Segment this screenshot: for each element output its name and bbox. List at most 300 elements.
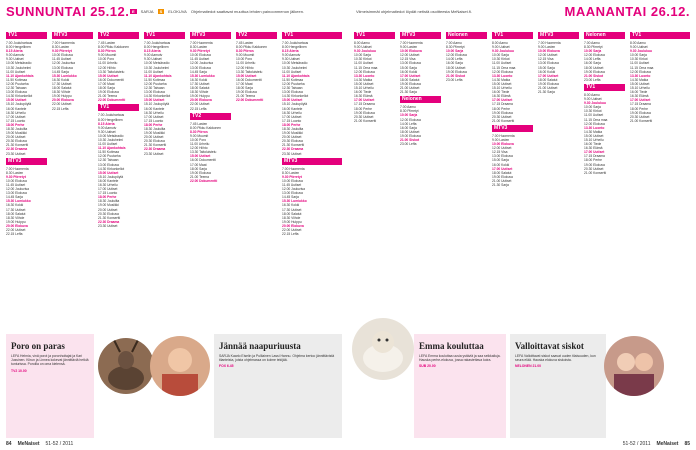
program-line: 12.00 Jouluvisa	[6, 187, 29, 192]
program-line: 21.00 Uutiset	[400, 86, 420, 91]
program-line: 13.00 Elokuva	[282, 90, 303, 95]
program-line: 16.00 Kokki	[400, 69, 418, 74]
program-line: 14.00 Leffa	[400, 121, 417, 126]
program-line: 19.00 Elokuva	[584, 162, 605, 167]
program-line: 16.00 Tiede	[354, 90, 372, 95]
program-line: 18.00 Salatut	[190, 86, 210, 91]
program-line: 8.00 Aamu	[354, 41, 370, 45]
program-line: 20.00 Uutiset	[98, 207, 118, 212]
program-line: 10.00 Metsäradio	[6, 61, 32, 66]
program-line: 8.00 Aamu	[492, 41, 508, 45]
day-title-left: SUNNUNTAI 25.12.	[6, 4, 130, 19]
program-line: 18.00 Perhe	[630, 106, 648, 111]
channel-header: Nelonen	[584, 32, 625, 39]
program-line: 11.00 Urheilu	[98, 61, 118, 66]
program-line: 10.30 Jouluhelmi	[144, 65, 169, 70]
program-line: 17.15 Draama	[492, 102, 513, 107]
program-line: 10.00 Sarja	[492, 53, 509, 58]
program-line: 15.10 Joulupöytä	[98, 174, 124, 179]
program-line: 8.30 Lasten	[190, 45, 208, 50]
program-line: 12.00 Elokuva	[446, 53, 467, 58]
program-line: 7.00 Huomenta	[52, 41, 75, 45]
program-line: 17.00 Uutiset	[492, 166, 513, 171]
schedule-column	[282, 30, 342, 330]
program-line: 12.00 Jouluvisa	[282, 187, 305, 192]
channel-header: TV1	[630, 32, 690, 39]
program-line: 17.15 Luonto	[282, 118, 302, 123]
program-line: 13.00 Elokuva	[144, 90, 165, 95]
legend-right	[356, 9, 472, 14]
program-line: 15.10 Joulupöytä	[282, 102, 308, 107]
program-line: 19.00 Musiikki	[144, 131, 165, 136]
program-line: 22.15 Leffa	[52, 106, 69, 111]
program-line: 9.00 Aamutv	[144, 53, 163, 58]
program-line: 21.30 Sarja	[538, 90, 555, 95]
feature-text: LEFA Helmia, vinä porot ja poronhoitajat ja Kari Jussinen. Kiirun ja Linnea kokevat jännittäviä hetkiä tunturissa. Poroilla on oma kielensä.	[11, 354, 89, 367]
program-line: 22.30 Draama	[98, 219, 120, 224]
program-line: 10.00 Metsäradio	[282, 61, 308, 66]
program-line: 14.30 Kirkonkellot	[98, 166, 125, 171]
magazine-name: MeNaiset	[17, 441, 40, 447]
program-line: 18.00 Perhe	[98, 195, 117, 200]
program-line: 10.00 Elokuva	[282, 178, 303, 183]
program-line: 20.30 Elokuva	[6, 139, 27, 144]
program-line: 16.30 Kokki	[282, 203, 300, 208]
program-line: 19.00 Elokuva	[354, 110, 375, 115]
program-line: 16.00 Kantele	[282, 106, 303, 111]
program-line: 7.45 Lasten	[98, 41, 116, 45]
program-line: 18.30 Jouluilta	[6, 126, 28, 131]
program-line: 9.00 Lasten	[538, 45, 556, 50]
program-line: 11.15 Oma maa	[492, 65, 516, 70]
program-line: 13.00 Elokuva	[400, 61, 421, 66]
program-line: 8.30 Lasten	[282, 170, 300, 175]
program-line: 20.30 Elokuva	[282, 139, 303, 144]
program-line: 21.00 Siskot	[584, 73, 604, 78]
program-line: 12.00 Uutiset	[538, 53, 558, 58]
program-line: 11.45 Uutiset	[282, 183, 302, 187]
program-line: 21.30 Konsertti	[6, 143, 29, 148]
program-line: 9.00 Aamutv	[6, 53, 25, 58]
program-line: 11.50 Kotimaa	[144, 77, 166, 82]
program-line: 16.00 Kantele	[6, 106, 27, 111]
program-line: 16.30 Elämä	[584, 146, 603, 151]
program-line: 18.30 Viihde	[282, 215, 301, 220]
footer-left	[6, 441, 73, 447]
program-line: 22.00 Uutiset	[52, 102, 72, 107]
program-line: 8.00 Pikku Kakkonen	[190, 125, 221, 130]
program-line: 11.00 Uutiset	[492, 61, 512, 66]
program-line: 13.00 Elokuva	[492, 154, 513, 159]
program-line: 21.00 Teema	[98, 94, 118, 99]
program-line: 18.30 Viihde	[52, 90, 71, 95]
program-line: 18.30 Jouluilta	[282, 126, 304, 131]
program-line: 9.00 Lasten	[492, 137, 510, 142]
program-line: 10.00 Sarja	[400, 113, 418, 118]
program-line: 21.00 Siskot	[400, 137, 420, 142]
program-line: 16.00 Tiede	[492, 90, 510, 95]
program-line: 17.00 Uutiset	[6, 114, 26, 119]
schedule-column	[400, 30, 441, 330]
program-line: 17.15 Luonto	[6, 118, 26, 123]
program-line: 8.00 Aamu	[584, 92, 600, 97]
program-line: 7.00 Jouluhartaus	[6, 41, 33, 45]
program-line: 16.30 Elämä	[354, 94, 373, 99]
program-line: 17.00 Maat	[190, 162, 207, 167]
program-line: 15.00 Uutiset	[630, 81, 650, 86]
program-line: 10.00 Poro	[98, 57, 115, 62]
program-line: 16.00 Kantele	[98, 178, 119, 183]
program-line: 15.10 Joulupöytä	[6, 102, 32, 107]
program-line: 10.00 Metsäradio	[144, 61, 170, 66]
program-line: 20.00 Uutiset	[144, 135, 164, 140]
issue-label: 51-52 / 2011	[45, 441, 74, 447]
feature-text: LEFA Emma kouluttaa uusia ystäviä ja saa seikkailuja. Hauska perhe-elokuva, jossa rakastettava koira.	[419, 354, 501, 363]
program-line: 10.30 Jouluhelmi	[98, 137, 123, 142]
program-line: 11.10 Ajankohtais	[282, 73, 310, 78]
channel-header: TV1	[144, 32, 185, 39]
program-line: 14.30 Kirkonkellot	[144, 94, 171, 99]
program-line: 18.00 Perhe	[492, 106, 510, 111]
program-line: 22.30 Draama	[6, 147, 28, 152]
program-line: 10.30 Jouluhelmi	[282, 65, 307, 70]
program-line: 7.00 Huomenta	[538, 41, 561, 45]
program-line: 12.00 Puutarha	[6, 81, 29, 86]
program-line: 8.30 Piirretyt	[446, 45, 465, 50]
channel-header: TV1	[6, 32, 47, 39]
program-line: 22.15 Leffa	[282, 232, 299, 237]
program-line: 10.00 Sarja	[354, 53, 371, 58]
program-line: 18.00 Salatut	[538, 77, 558, 82]
program-line: 11.00 Urheilu	[236, 61, 256, 66]
dog-image	[352, 318, 414, 380]
program-line: 17.00 Maat	[236, 81, 253, 86]
program-line: 19.00 Elokuva	[190, 170, 211, 175]
channel-header: TV1	[584, 84, 625, 91]
program-line: 16.30 Urheilu	[6, 110, 26, 115]
program-line: 17.00 Maat	[98, 81, 115, 86]
program-line: 11.00 Urheilu	[190, 142, 210, 147]
program-line: 15.00 Sarja	[400, 65, 417, 70]
tag-sarja: S	[159, 9, 163, 14]
program-line: 9.00 Muumit	[98, 53, 117, 58]
program-line: 18.00 Uutiset	[400, 129, 420, 134]
feature-text: LEFA Valloittavat siskot saavat uuden tilaisuuden, kun seura elää. Hauska elokuva siskoista.	[515, 354, 596, 363]
program-line: 19.00 Elokuva	[400, 81, 421, 86]
program-line: 9.00 Uutiset	[492, 45, 510, 50]
page-number: 84	[6, 441, 12, 447]
program-line: 8.15 Ateria	[144, 49, 161, 54]
program-line: 10.00 Elokuva	[6, 178, 27, 183]
program-line: 15.10 Urheilu	[630, 86, 650, 91]
program-line: 12.00 Elokuva	[400, 117, 421, 122]
program-line: 9.00 Lasten	[400, 45, 418, 50]
program-line: 8.15 Ateria	[6, 49, 23, 54]
program-line: 10.00 Elokuva	[492, 142, 514, 147]
issue-label: 51-52 / 2011	[622, 441, 651, 447]
program-line: 17.15 Luonto	[98, 191, 118, 196]
program-line: 22.00 Dokumentti	[98, 98, 126, 103]
program-line: 20.00 Elokuva	[282, 223, 304, 228]
channel-header: MTV3	[400, 32, 441, 39]
program-line: 10.00 Sarja	[446, 49, 464, 54]
channel-header: TV1	[492, 32, 533, 39]
program-line: 13.00 Elokuva	[190, 65, 211, 70]
program-line: 13.30 Luonto	[354, 73, 375, 78]
feature-box-siskot	[510, 334, 606, 438]
schedule-column	[6, 30, 47, 330]
program-line: 12.15 Visa	[492, 150, 508, 155]
program-line: 11.10 Ajankohtais	[6, 73, 34, 78]
program-line: 12.30 Taivaan	[6, 86, 27, 91]
program-line: 21.00 Konsertti	[630, 118, 653, 123]
program-line: 17.00 Uutiset	[144, 114, 164, 119]
program-line: 22.30 Draama	[282, 147, 304, 152]
boy-photo	[150, 336, 210, 396]
program-line: 21.30 Konsertti	[282, 143, 305, 148]
program-line: 9.00 Muumit	[190, 133, 209, 138]
program-line: 18.30 Viihde	[190, 90, 209, 95]
program-line: 13.00 Elokuva	[52, 65, 73, 70]
program-line: 7.00 Jouluhartaus	[144, 41, 171, 45]
program-line: 11.45 Uutiset	[6, 183, 26, 187]
program-line: 17.00 Uutiset	[538, 73, 559, 78]
sisters-photo	[604, 336, 664, 396]
program-line: 19.00 Huippu	[190, 94, 210, 99]
program-line: 9.30 Piirretyt	[190, 49, 210, 54]
program-line: 18.00 Salatut	[282, 211, 302, 216]
program-line: 22.15 Leffa	[190, 106, 207, 111]
program-line: 12.30 Taivaan	[98, 158, 119, 163]
program-line: 10.30 Jouluhelmi	[6, 65, 31, 70]
program-line: 13.00 Elokuva	[98, 162, 119, 167]
program-line: 8.30 Piirros	[98, 49, 116, 54]
program-line: 17.15 Draama	[584, 154, 605, 159]
program-line: 16.30 Kokki	[6, 203, 24, 208]
program-line: 11.00 Uutiset	[584, 113, 604, 118]
channel-header: MTV3	[6, 158, 47, 165]
program-line: 17.00 Uutiset	[492, 98, 513, 103]
program-line: 8.00 Hengellinen	[98, 117, 123, 122]
program-line: 14.45 Sarja	[190, 69, 207, 74]
program-line: 10.30 Kirkot	[492, 57, 510, 62]
program-line: 11.15 Oma maa	[584, 117, 608, 122]
program-line: 16.00 Tiede	[584, 142, 602, 147]
program-line: 12.30 Taivaan	[282, 86, 303, 91]
tag-elokuva: E	[132, 9, 135, 14]
schedule-column	[98, 30, 139, 330]
program-line: 13.00 Elokuva	[538, 61, 559, 66]
program-line: 16.30 Urheilu	[98, 183, 118, 187]
feature-heading: Poro on paras	[11, 341, 65, 351]
program-line: 19.00 Elokuva	[236, 90, 257, 95]
program-line: 15.00 Sarja	[492, 158, 509, 163]
program-line: 19.00 Elokuva	[538, 81, 559, 86]
program-line: 7.00 Huomenta	[492, 133, 515, 138]
program-line: 16.00 Sarja	[584, 61, 601, 66]
program-line: 20.30 Uutiset	[492, 114, 512, 119]
program-line: 20.30 Elokuva	[98, 211, 119, 216]
program-line: 10.30 Kirkot	[630, 57, 648, 62]
channel-header: TV1	[98, 104, 139, 111]
program-line: 23.30 Uutiset	[282, 151, 302, 156]
program-line: 14.30 Matka	[354, 77, 373, 82]
program-line: 21.00 Konsertti	[584, 170, 607, 175]
program-line: 15.10 Urheilu	[492, 86, 512, 91]
program-line: 13.30 Luonto	[492, 73, 513, 78]
program-line: 23.30 Uutiset	[98, 223, 118, 228]
program-line: 11.50 Kotimaa	[6, 77, 28, 82]
program-line: 17.00 Uutiset	[354, 98, 375, 103]
channel-header: TV1	[354, 32, 395, 39]
program-line: 9.30 Uutiset	[98, 129, 116, 134]
program-line: 15.00 Uutiset	[354, 81, 374, 86]
program-line: 18.30 Jouluilta	[144, 126, 166, 131]
program-line: 12.00 Elokuva	[492, 69, 513, 74]
program-line: 15.00 Uutiset	[144, 98, 165, 103]
program-line: 11.00 Uutiset	[630, 61, 650, 66]
program-line: 18.00 Salatut	[6, 211, 26, 216]
program-line: 7.00 Jouluhartaus	[98, 113, 125, 118]
program-line: 12.00 Uutiset	[400, 53, 420, 58]
schedule-column	[354, 30, 395, 330]
program-line: 19.00 Huippu	[6, 219, 26, 224]
reindeer-image	[98, 338, 154, 394]
program-line: 23.30 Uutiset	[6, 151, 26, 156]
feature-time: NELONEN 21.00	[515, 364, 542, 369]
program-line: 13.00 Elokuva	[6, 90, 27, 95]
program-line: 16.30 Urheilu	[144, 110, 164, 115]
program-line: 16.30 Kokki	[52, 77, 70, 82]
legend-label: SARJA	[140, 9, 154, 14]
program-line: 20.30 Uutiset	[630, 114, 650, 119]
feature-box-jannaa	[214, 334, 342, 438]
channel-header: MTV3	[52, 32, 93, 39]
program-line: 12.30 Taivaan	[144, 86, 165, 91]
program-line: 7.00 Jouluhartaus	[282, 41, 309, 45]
program-line: 22.15 Leffa	[6, 232, 23, 237]
program-line: 19.00 Elokuva	[492, 110, 513, 115]
program-line: 20.00 Elokuva	[6, 223, 28, 228]
program-line: 11.15 Oma maa	[630, 65, 654, 70]
program-line: 20.30 Uutiset	[584, 166, 604, 171]
program-line: 9.30 Joulukuu	[492, 49, 514, 54]
program-line: 8.30 Piirretyt	[400, 109, 419, 114]
program-line: 7.00 Aamu	[400, 105, 416, 110]
program-line: 17.30 Uutiset	[6, 207, 26, 212]
program-line: 16.00 Kantele	[144, 106, 165, 111]
program-line: 11.10 Ajankohtais	[98, 146, 126, 151]
program-line: 16.00 Dokumentti	[190, 158, 216, 163]
program-line: 13.00 Elokuva	[282, 191, 303, 196]
program-line: 16.00 Dokumentti	[98, 77, 124, 82]
program-line: 12.00 Puutarha	[282, 81, 305, 86]
reindeer-photo	[98, 338, 154, 394]
program-line: 15.00 Sarja	[538, 65, 555, 70]
program-line: 16.00 Sarja	[400, 125, 417, 130]
footer-right	[623, 441, 690, 447]
schedule-column	[584, 30, 625, 330]
program-line: 8.30 Piirretyt	[584, 45, 603, 50]
program-line: 17.00 Uutiset	[98, 187, 118, 192]
feature-box-poro	[6, 334, 94, 438]
program-line: 23.30 Uutiset	[144, 151, 164, 156]
schedule-column	[236, 30, 277, 330]
page-number: 85	[684, 441, 690, 447]
program-line: 20.00 Uutiset	[6, 135, 26, 140]
program-line: 19.00 Elokuva	[446, 69, 467, 74]
program-line: 17.00 Uutiset	[630, 98, 651, 103]
program-line: 14.45 Sarja	[282, 195, 299, 200]
program-line: 11.10 Ajankohtais	[144, 73, 172, 78]
program-line: 10.00 Elokuva	[400, 49, 422, 54]
schedule-column	[144, 30, 185, 330]
program-line: 17.00 Uutiset	[400, 73, 421, 78]
program-line: 10.00 Elokuva	[538, 49, 560, 54]
magazine-name: MeNaiset	[656, 441, 679, 447]
program-line: 11.00 Uutiset	[98, 142, 118, 147]
program-line: 12.00 Elokuva	[630, 69, 651, 74]
program-line: 20.00 Elokuva	[52, 98, 74, 103]
program-line: 15.00 Uutiset	[492, 81, 512, 86]
program-line: 11.45 Uutiset	[190, 57, 210, 62]
program-line: 13.30 Luonto	[584, 125, 605, 130]
program-line: 18.00 Perhe	[144, 122, 163, 127]
program-line: 14.45 Sarja	[6, 195, 23, 200]
program-line: 22.00 Dokumentti	[236, 98, 264, 103]
program-line: 8.00 Aamu	[630, 41, 646, 45]
program-line: 15.00 Uutiset	[6, 98, 27, 103]
channel-header: MTV3	[282, 158, 342, 165]
program-line: 8.15 Ateria	[98, 121, 115, 126]
program-line: 13.30 Taitoluistelu	[98, 69, 125, 74]
program-line: 9.00 Muumit	[236, 53, 255, 58]
program-line: 18.00 Sarja	[236, 86, 253, 91]
program-line: 18.30 Viihde	[6, 215, 25, 220]
program-line: 20.00 Uutiset	[282, 135, 302, 140]
program-line: 10.30 Kirkot	[584, 109, 602, 114]
program-line: 16.00 Kokki	[492, 162, 510, 167]
day-title-right: MAANANTAI 26.12.	[564, 4, 690, 19]
program-line: 12.15 Visa	[538, 57, 554, 62]
program-line: 15.00 Uutiset	[98, 170, 119, 175]
program-line: 21.30 Konsertti	[98, 215, 121, 220]
program-line: 14.45 Sarja	[52, 69, 69, 74]
program-line: 12.00 Puutarha	[144, 81, 167, 86]
program-line: 16.30 Elämä	[492, 94, 511, 99]
program-line: 21.00 Konsertti	[354, 118, 377, 123]
program-line: 21.00 Konsertti	[492, 118, 515, 123]
program-line: 9.30 Uutiset	[282, 57, 300, 62]
program-line: 18.00 Sarja	[190, 166, 207, 171]
program-line: 12.15 Visa	[400, 57, 416, 62]
schedule-column	[492, 30, 533, 330]
program-line: 16.00 Tiede	[630, 90, 648, 95]
program-line: 20.30 Uutiset	[354, 114, 374, 119]
program-line: 12.00 Hiihto	[190, 146, 208, 151]
program-line: 11.00 Uutiset	[144, 69, 164, 74]
program-line: 17.15 Draama	[630, 102, 651, 107]
program-line: 10.00 Elokuva	[52, 53, 73, 58]
channel-header: TV2	[190, 113, 231, 120]
program-line: 8.30 Piirros	[190, 129, 208, 134]
legend-label: ELOKUVA	[168, 9, 187, 14]
channel-header: Nelonen	[400, 96, 441, 103]
program-line: 10.00 Elokuva	[190, 53, 211, 58]
program-line: 18.00 Uutiset	[584, 65, 604, 70]
program-line: 18.30 Jouluilta	[98, 199, 120, 204]
program-line: 8.00 Hengellinen	[282, 45, 307, 50]
